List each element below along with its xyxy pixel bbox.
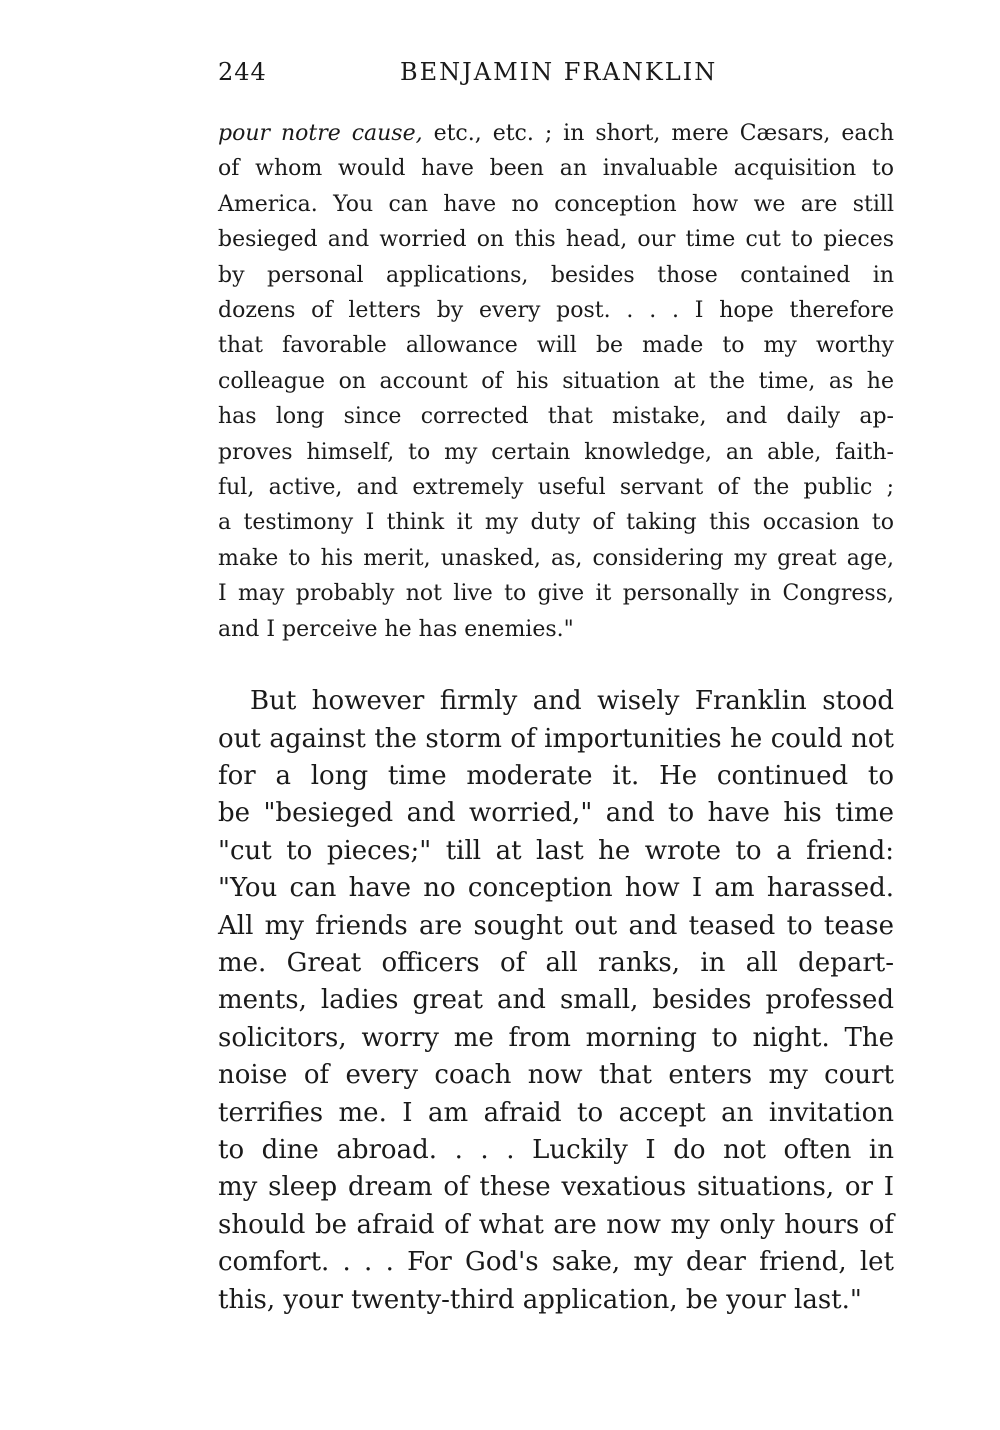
quote-line: make to his merit, unasked, as, considering my great age,	[218, 545, 894, 571]
quote-line: that favorable allowance will be made to my worthy	[218, 333, 894, 359]
page-number: 244	[218, 58, 267, 86]
paragraph-line: noise of every coach now that enters my court	[218, 1060, 894, 1091]
quote-line: has long since corrected that mistake, and daily ap-	[218, 404, 894, 430]
quote-line: besieged and worried on this head, our time cut to pieces	[218, 227, 894, 253]
paragraph-line: "You can have no conception how I am harassed.	[218, 873, 894, 904]
quote-line: colleague on account of his situation at the time, as he	[218, 368, 894, 394]
paragraph-line: ments, ladies great and small, besides professed	[218, 985, 894, 1016]
quote-line: by personal applications, besides those contained in	[218, 262, 894, 288]
paragraph-line: out against the storm of importunities he could not	[218, 723, 894, 754]
paragraph-line: to dine abroad. . . . Luckily I do not often in	[218, 1134, 894, 1165]
book-page	[218, 58, 894, 1319]
quote-line: a testimony I think it my duty of taking this occasion to	[218, 510, 894, 536]
quote-line: proves himself, to my certain knowledge, an able, faith-	[218, 439, 894, 465]
paragraph-line: But however firmly and wisely Franklin stood	[250, 686, 894, 717]
quote-italic-lead: pour notre cause,	[218, 121, 423, 146]
paragraph-line: solicitors, worry me from morning to night. The	[218, 1022, 894, 1053]
quote-line: of whom would have been an invaluable acquisition to	[218, 156, 894, 182]
running-title: BENJAMIN FRANKLIN	[400, 58, 718, 86]
body-paragraph	[218, 683, 894, 1319]
paragraph-line: my sleep dream of these vexatious situations, or I	[218, 1172, 894, 1203]
paragraph-line: me. Great officers of all ranks, in all depart-	[218, 947, 894, 978]
quote-line	[218, 116, 894, 151]
quoted-letter	[218, 116, 894, 647]
paragraph-line: All my friends are sought out and teased to tease	[218, 910, 894, 941]
paragraph-line: should be afraid of what are now my only hours of	[218, 1209, 894, 1240]
paragraph-line: comfort. . . . For God's sake, my dear friend, let	[218, 1247, 894, 1278]
paragraph-line: be "besieged and worried," and to have his time	[218, 798, 894, 829]
quote-line: ful, active, and extremely useful servant of the public ;	[218, 475, 894, 501]
quote-line-rest: etc., etc. ; in short, mere Cæsars, each	[422, 121, 894, 146]
paragraph-line: this, your twenty-third application, be your last."	[218, 1284, 862, 1315]
paragraph-line: "cut to pieces;" till at last he wrote to a friend:	[218, 835, 894, 866]
running-head	[218, 58, 894, 92]
quote-line: dozens of letters by every post. . . . I hope therefore	[218, 298, 894, 324]
paragraph-line: terrifies me. I am afraid to accept an invitation	[218, 1097, 894, 1128]
quote-line: I may probably not live to give it personally in Congress,	[218, 581, 894, 607]
quote-line: and I perceive he has enemies."	[218, 616, 574, 642]
paragraph-line: for a long time moderate it. He continued to	[218, 760, 894, 791]
quote-line: America. You can have no conception how we are still	[218, 191, 894, 217]
